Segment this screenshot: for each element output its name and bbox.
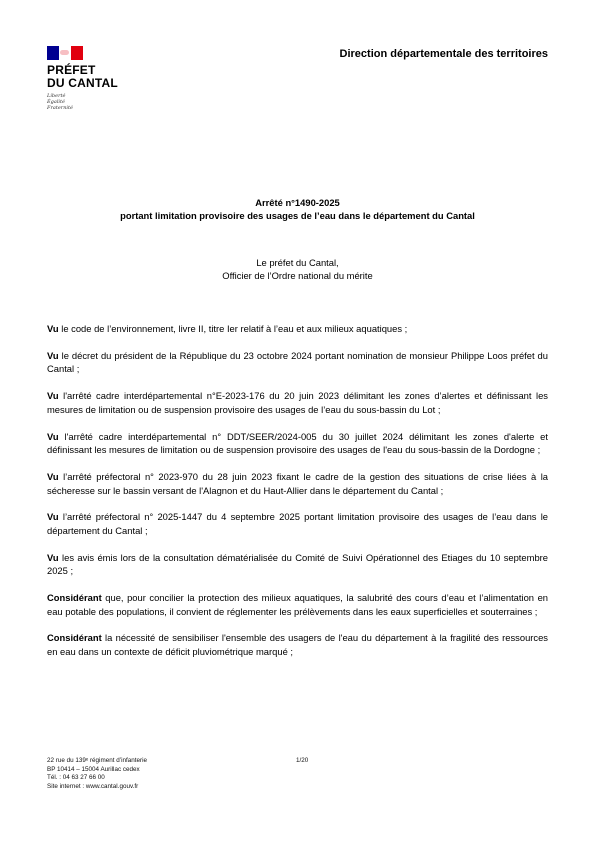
prefecture-logo bbox=[47, 46, 157, 111]
footer-phone: Tél. : 04 63 27 66 00 bbox=[47, 774, 105, 782]
visa-paragraph bbox=[47, 349, 548, 376]
direction-name: Direction départementale des territoires bbox=[339, 48, 548, 60]
prefet-line-2: Officier de l’Ordre national du mérite bbox=[222, 270, 373, 281]
decree-body bbox=[47, 322, 548, 672]
decree-subject: portant limitation provisoire des usages de l’eau dans le département du Cantal bbox=[120, 209, 475, 221]
paragraph-lead: Vu bbox=[47, 430, 59, 442]
visa-paragraph bbox=[47, 470, 548, 497]
footer-address-line-1: 22 rue du 139ᵉ régiment d’infanterie bbox=[47, 757, 148, 764]
paragraph-text: l’arrêté préfectoral n° 2023-970 du 28 juin 2023 fixant le cadre de la gestion des situations de crise liées à la sécheresse sur le bassin versant de l'Alagnon et du Haut-Allier dans le département du Cantal ; bbox=[47, 470, 548, 496]
prefet-signatory bbox=[47, 256, 548, 282]
paragraph-text: les avis émis lors de la consultation dématérialisée du Comité de Suivi Opérationnel des Etiages du 10 septembre 2025 ; bbox=[47, 551, 548, 577]
considerant-paragraph bbox=[47, 631, 548, 658]
visa-paragraph bbox=[47, 430, 548, 457]
decree-title bbox=[47, 197, 548, 222]
paragraph-lead: Vu bbox=[47, 390, 59, 402]
paragraph-lead: Vu bbox=[47, 323, 59, 334]
visa-paragraph bbox=[47, 322, 548, 336]
paragraph-lead: Vu bbox=[47, 551, 59, 563]
considerant-paragraph bbox=[47, 591, 548, 618]
paragraph-text: l'arrêté cadre interdépartemental n°E-2023-176 du 20 juin 2023 délimitant les zones d’alertes et définissant les mesures de limitation ou de suspension provisoire des usages de l’eau du sous-bassin du Lot ; bbox=[47, 390, 548, 415]
visa-paragraph bbox=[47, 551, 548, 578]
marianne-flag-icon bbox=[47, 46, 83, 60]
paragraph-text: le décret du président de la République du 23 octobre 2024 portant nomination de monsieur Philippe Loos préfet du Cantal ; bbox=[47, 349, 548, 375]
prefet-line-1: Le préfet du Cantal, bbox=[256, 257, 339, 268]
footer-website[interactable]: Site internet : www.cantal.gouv.fr bbox=[47, 782, 139, 790]
footer-address-line-2: BP 10414 – 15004 Aurillac cedex bbox=[47, 765, 140, 773]
prefet-name: PRÉFET DU CANTAL bbox=[47, 63, 118, 90]
paragraph-lead: Vu bbox=[47, 511, 59, 523]
paragraph-text: l’arrêté préfectoral n° 2025-1447 du 4 septembre 2025 portant limitation provisoire des usages de l’eau dans le département du Cantal ; bbox=[47, 511, 548, 536]
paragraph-text: le code de l’environnement, livre II, titre Ier relatif à l’eau et aux milieux aquatiques ; bbox=[58, 323, 408, 334]
paragraph-lead: Considérant bbox=[47, 632, 102, 644]
paragraph-text: l'arrêté cadre interdépartemental n° DDT/SEER/2024-005 du 30 juillet 2024 délimitant les zones d'alerte et définissant les mesures de limitation ou de suspension provisoire des usages de l'eau du sous-bassin de la Dordogne ; bbox=[47, 430, 548, 456]
republic-motto: Liberté Égalité Fraternité bbox=[47, 93, 73, 111]
footer-contact bbox=[47, 757, 147, 791]
page-number: 1/20 bbox=[296, 757, 309, 764]
visa-paragraph bbox=[47, 510, 548, 537]
decree-number: Arrêté n°1490-2025 bbox=[255, 197, 340, 208]
visa-paragraph bbox=[47, 389, 548, 416]
paragraph-lead: Vu bbox=[47, 349, 59, 361]
paragraph-lead: Considérant bbox=[47, 592, 102, 604]
paragraph-lead: Vu bbox=[47, 470, 59, 482]
paragraph-text: la nécessité de sensibiliser l'ensemble des usagers de l'eau du département à la fragilité des ressources en eau dans un contexte de déficit pluviométrique marqué ; bbox=[47, 632, 548, 657]
paragraph-text: que, pour concilier la protection des milieux aquatiques, la salubrité des cours d’eau et l’alimentation en eau potable des populations, il convient de réglementer les prélèvements dans les eaux superficielles et souterraines ; bbox=[47, 592, 548, 617]
